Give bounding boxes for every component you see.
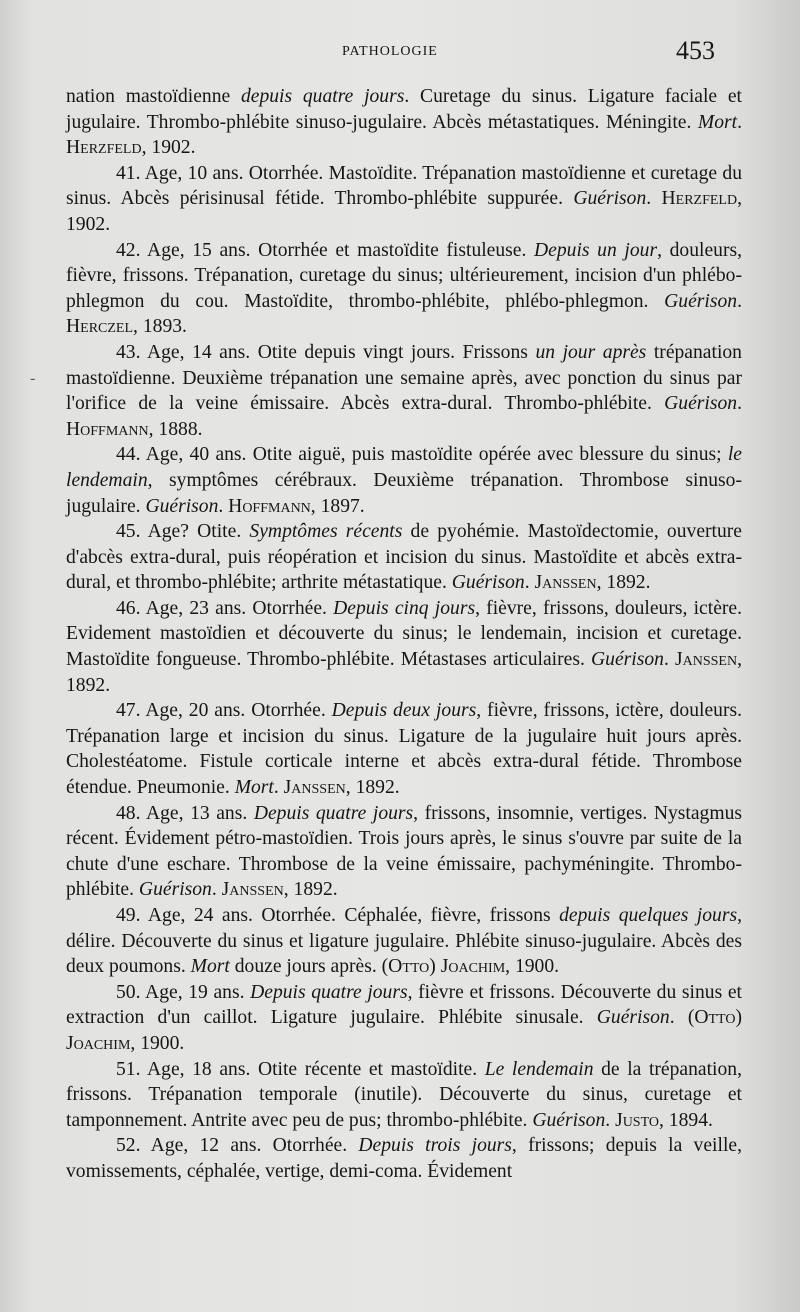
entry-text: 43. Age, 14 ans. Otite depuis vingt jours. Frissons [116,341,536,363]
italic-text: Guérison [664,393,738,415]
author-name: Otto [694,1007,736,1029]
entry-text: . [211,879,222,901]
entry-text: , 1900. [505,956,560,978]
entry-text: . Curetage du sinus. Ligature faciale et jugulaire. Thrombo-phlébite sinuso-jugulaire. Abcès métastatiques. Méningite. [66,86,743,133]
italic-text: Depuis deux jours [331,700,477,722]
entry-text: 45. Age? Otite. [116,521,250,543]
entry-text: , fièvre, frissons, douleurs, ictère. Evidement mastoïdien et découverte du sinus; le lendemain, incision et curetage. Mastoïdite fongueuse. Thrombo-phlébite. Métastases articulaires. [66,597,743,671]
author-name: Joachim [66,1032,131,1054]
entry-text: , 1900. [130,1032,185,1054]
entry-text: 50. Age, 19 ans. [116,981,251,1003]
entry-text: . [646,188,662,210]
entry-text: de la trépanation, frissons. Trépanation temporale (inutile). Découverte du sinus, curetage et tamponnement. Antrite avec peu de pus; thrombo-phlébite. [66,1058,742,1131]
case-entry [66,596,742,698]
entry-text: , 1892. [283,879,338,901]
case-entry [66,442,742,519]
case-entry [66,161,742,238]
entry-text: ) [429,956,441,978]
entry-text: , symptômes cérébraux. Deuxième trépanation. Thrombose sinuso-jugulaire. [66,469,742,517]
case-entry [66,340,742,442]
entry-text: . [218,495,229,517]
case-entry-continuation [66,84,742,161]
entry-text: , douleurs, fièvre, frissons. Trépanation, curetage du sinus; ultérieurement, incision d'un phlébo-phlegmon du cou. Mastoïdite, thrombo-phlébite, phlébo-phlegmon. [66,239,742,312]
case-entry [66,698,742,800]
author-name: Janssen [221,879,284,901]
entry-text: douze jours après. ( [229,956,389,978]
entry-text: , délire. Découverte du sinus et ligature jugulaire. Phlébite sinuso-jugulaire. Abcès des deux poumons. [66,905,743,978]
entry-text: 52. Age, 12 ans. Otorrhée. [116,1135,359,1157]
italic-text: Guérison [664,290,738,312]
entry-text: , 1892. [345,777,400,799]
author-name: Herzfeld [661,188,738,210]
entry-text: , 1894. [659,1109,713,1131]
author-name: Janssen [675,649,738,671]
entry-text: , fièvre et frissons. Découverte du sinus et extraction d'un caillot. Ligature jugulaire. Phlébite sinusale. [66,981,742,1029]
author-name: Justo [615,1109,659,1131]
author-name: Janssen [283,777,346,799]
italic-text: depuis quelques jours [559,905,738,926]
entry-text: 42. Age, 15 ans. Otorrhée et mastoïdite fistuleuse. [116,239,535,261]
running-head: PATHOLOGIE [342,44,438,59]
italic-text: Guérison [145,495,219,517]
italic-text: le lendemain [66,444,742,491]
author-name: Joachim [440,956,506,978]
entry-text: de pyohémie. Mastoïdectomie, ouverture d'abcès extra-dural, puis réopération et incision du sinus. Mastoïdite et abcès extra-dural, et thrombo-phlébite; arthrite métastatique. [66,521,743,594]
page-header [0,36,800,70]
entry-text: . [737,290,742,312]
entry-text: . [737,111,742,133]
case-entry [66,1057,742,1134]
italic-text: Guérison [596,1007,670,1029]
case-entry [66,1133,742,1184]
author-name: Herzfeld [66,137,142,159]
entry-text: . ( [669,1007,695,1029]
author-name: Hoffmann [66,418,149,440]
entry-text: . [605,1109,616,1131]
margin-mark: - [30,370,36,387]
italic-text: Symptômes récents [249,521,403,543]
italic-text: Depuis quatre jours [250,981,408,1003]
italic-text: Mort [697,111,738,133]
entry-text: , 1892. [66,649,742,696]
author-name: Herczel [66,316,134,338]
entry-text: , frissons, insomnie, vertiges. Nystagmus récent. Évidement pétro-mastoïdien. Trois jours après, le sinus s'ouvre par suite de la chute d'une eschare. Thrombose de la veine émissaire, pachyméningite. Thrombo-phlébite. [66,802,743,901]
entry-text: , 1902. [66,188,742,235]
italic-text: Guérison [532,1109,606,1131]
entry-text: nation mastoïdienne [66,86,241,107]
author-name: Janssen [534,572,597,594]
entry-text: . [273,777,284,799]
entry-text: 44. Age, 40 ans. Otite aiguë, puis mastoïdite opérée avec blessure du sinus; [116,444,728,466]
case-entry [66,980,742,1057]
case-entry [66,519,742,596]
case-entry [66,238,742,340]
italic-text: Guérison [451,572,525,594]
italic-text: Guérison [591,649,664,671]
italic-text: Depuis quatre jours [253,802,414,824]
entry-text: . [737,393,742,415]
entry-text: . [524,572,535,594]
entry-text: , fièvre, frissons, ictère, douleurs. Trépanation large et incision du sinus. Ligature de la jugulaire huit jours après. Cholestéatome. Fistule corticale interne et abcès extra-dural fétide. Thrombose étendue. Pneumonie. [66,700,742,799]
entry-text: ) [735,1007,742,1029]
entry-text: trépanation mastoïdienne. Deuxième trépanation une semaine après, avec ponction du sinus par l'orifice de la veine émissaire. Abcès extra-dural. Thrombo-phlébite. [66,341,742,415]
entry-text: 46. Age, 23 ans. Otorrhée. [116,597,334,619]
entry-text: 51. Age, 18 ans. Otite récente et mastoïdite. [116,1058,485,1080]
case-entry [66,903,742,980]
entry-text: , 1893. [133,316,187,338]
case-list [66,84,742,1185]
italic-text: Guérison [573,188,647,210]
entry-text: , frissons; depuis la veille, vomissements, céphalée, vertige, demi-coma. Évidement [66,1135,742,1182]
entry-text: 49. Age, 24 ans. Otorrhée. Céphalée, fièvre, frissons [116,905,560,926]
entry-text: 41. Age, 10 ans. Otorrhée. Mastoïdite. Trépanation mastoïdienne et curetage du sinus. Abcès périsinusal fétide. Thrombo-phlébite suppurée. [66,162,742,210]
case-entry [66,801,742,903]
italic-text: un jour après [535,341,647,363]
italic-text: Depuis un jour [534,239,658,261]
author-name: Otto [388,956,430,978]
author-name: Hoffmann [228,495,311,517]
entry-text: . [663,649,675,671]
italic-text: depuis quatre jours [240,86,405,107]
italic-text: Guérison [138,879,212,901]
italic-text: Depuis cinq jours [333,597,476,619]
italic-text: Le lendemain [484,1058,594,1080]
italic-text: Mort [190,956,230,978]
entry-text: , 1897. [310,495,365,517]
page-number: 453 [676,36,715,65]
entry-text: , 1902. [141,137,196,159]
italic-text: Mort [234,777,274,799]
entry-text: 48. Age, 13 ans. [116,802,254,824]
entry-text: , 1888. [148,418,203,440]
italic-text: Depuis trois jours [358,1135,512,1157]
entry-text: 47. Age, 20 ans. Otorrhée. [116,700,332,722]
entry-text: , 1892. [596,572,651,594]
